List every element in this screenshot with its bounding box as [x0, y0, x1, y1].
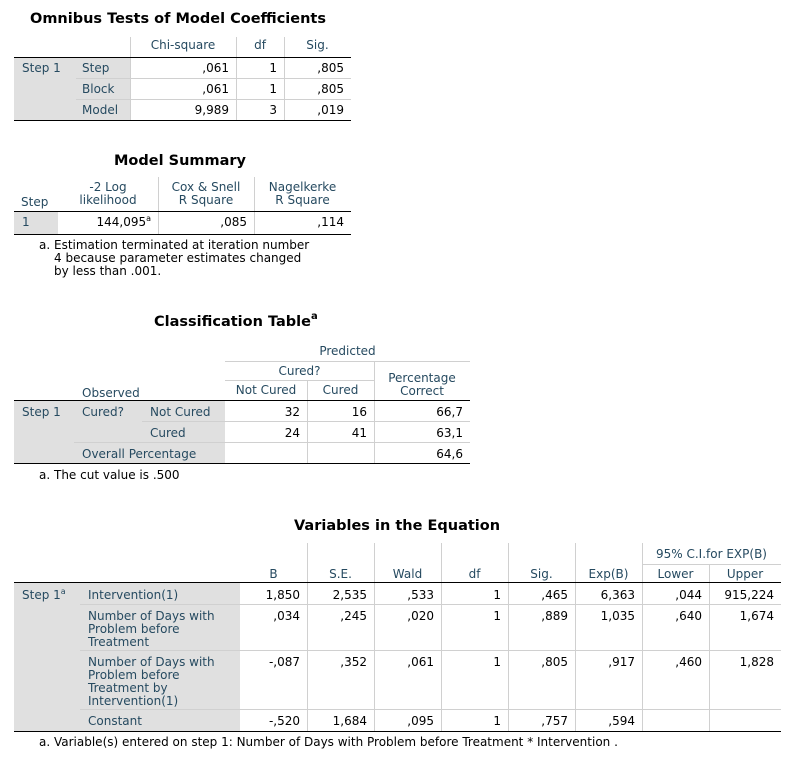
omnibus-step-label: Step 1 [14, 58, 76, 121]
vt-header-se: S.E. [329, 567, 352, 581]
omnibus-title: Omnibus Tests of Model Coefficients [30, 11, 326, 27]
vt-b-value: -,520 [268, 714, 300, 728]
ms-note-line: 4 because parameter estimates changed [54, 251, 302, 265]
ct-header-not-cured: Not Cured [235, 383, 297, 397]
classification-title-mark: a [310, 311, 318, 323]
ct-cured-q-label: Cured? [74, 401, 142, 443]
ct-pct-value: 66,7 [436, 405, 463, 419]
omnibus-row-label: Block [76, 79, 130, 100]
ms-ll-footnote-mark: a [146, 214, 151, 223]
ct-header-pct-1: Percentage [388, 371, 456, 385]
vt-sig-value: ,889 [541, 609, 568, 623]
ct-cured-value: 16 [351, 405, 367, 419]
vt-se-value: 1,684 [332, 714, 367, 728]
vt-se-value: ,245 [340, 609, 367, 623]
omnibus-chi-value: ,061 [202, 61, 229, 75]
vt-header-wald: Wald [392, 567, 423, 581]
omnibus-chi-value: ,061 [202, 82, 229, 96]
vt-df-value: 1 [493, 655, 501, 669]
omnibus-row-label: Step [76, 58, 130, 79]
vt-upper-value: 1,674 [739, 609, 774, 623]
ct-row-label: Not Cured [142, 401, 225, 422]
vt-expb-value: ,917 [608, 655, 635, 669]
vt-sig-value: ,757 [541, 714, 568, 728]
vt-df-value: 1 [493, 609, 501, 623]
omnibus-df-value: 1 [269, 61, 277, 75]
omnibus-chi-value: 9,989 [194, 103, 229, 117]
ms-header-nk-1: Nagelkerke [268, 180, 337, 194]
vt-header-sig: Sig. [530, 567, 553, 581]
vt-header-ci: 95% C.I.for EXP(B) [656, 547, 767, 561]
vt-sig-value: ,805 [541, 655, 568, 669]
ct-not-cured-value: 24 [284, 426, 300, 440]
omnibus-df-value: 3 [269, 103, 277, 117]
omnibus-sig-value: ,805 [317, 82, 344, 96]
omnibus-sig-value: ,019 [317, 103, 344, 117]
vt-b-value: 1,850 [265, 588, 300, 602]
vt-se-value: 2,535 [332, 588, 367, 602]
vt-upper-value: 915,224 [724, 588, 774, 602]
model-summary-table [14, 177, 351, 237]
omnibus-header-chi: Chi-square [150, 38, 216, 52]
ms-header-cs-2: R Square [178, 193, 234, 207]
vt-row-label: Intervention(1) [80, 583, 240, 605]
vt-lower-value: ,640 [675, 609, 702, 623]
vt-expb-value: 1,035 [600, 609, 635, 623]
vt-lower-value: ,044 [675, 588, 702, 602]
vt-row-label: Constant [80, 710, 240, 732]
ms-header-nk-2: R Square [275, 193, 330, 207]
vt-wald-value: ,061 [407, 655, 434, 669]
vt-header-b: B [269, 567, 278, 581]
vt-wald-value: ,533 [407, 588, 434, 602]
vt-wald-value: ,095 [407, 714, 434, 728]
ms-header-ll-1: -2 Log [89, 180, 127, 194]
vt-df-value: 1 [493, 588, 501, 602]
vt-step-label: Step 1$^a$ [14, 583, 80, 732]
ms-note-line: a. Estimation terminated at iteration number [39, 238, 310, 252]
ct-header-cured-q: Cured? [278, 364, 321, 378]
vt-lower-value: ,460 [675, 655, 702, 669]
vt-wald-value: ,020 [407, 609, 434, 623]
vt-row-label: Number of Days with Problem before Treatment [80, 605, 240, 651]
ms-ll-value: 144,095$^a$ [96, 214, 151, 229]
ms-step-value: 1 [14, 212, 58, 234]
ct-row-label: Cured [142, 422, 225, 443]
ms-note-line: by less than .001. [54, 264, 162, 278]
omnibus-header-sig: Sig. [306, 38, 329, 52]
classification-title: Classification Table$^a$ [154, 311, 318, 330]
omnibus-header-df: df [254, 38, 266, 52]
vt-upper-value: 1,828 [739, 655, 774, 669]
omnibus-sig-value: ,805 [317, 61, 344, 75]
ms-header-ll-2: likelihood [79, 193, 137, 207]
ct-overall-pct-value: 64,6 [436, 447, 463, 461]
vt-se-value: ,352 [340, 655, 367, 669]
model-summary-title: Model Summary [114, 153, 246, 169]
ct-header-pct-2: Correct [400, 384, 444, 398]
ms-header-cs-1: Cox & Snell [171, 180, 241, 194]
ct-not-cured-value: 32 [284, 405, 300, 419]
ct-note: a. The cut value is .500 [39, 468, 180, 482]
ct-header-observed: Observed [82, 386, 140, 400]
ct-pct-value: 63,1 [436, 426, 463, 440]
ct-header-predicted: Predicted [319, 344, 376, 358]
vt-header-lower: Lower [657, 567, 694, 581]
variables-title: Variables in the Equation [294, 518, 501, 534]
vt-header-df: df [468, 567, 481, 581]
classification-table [14, 340, 470, 465]
vt-row-label: Number of Days with Problem before Treatment by Intervention(1) [80, 651, 240, 710]
vt-b-value: -,087 [268, 655, 300, 669]
vt-step-footnote-mark: a [60, 587, 66, 596]
variables-table [14, 543, 781, 733]
vt-expb-value: 6,363 [600, 588, 635, 602]
vt-note: a. Variable(s) entered on step 1: Number of Days with Problem before Treatment * Intervention . [39, 735, 618, 749]
ms-nk-value: ,114 [317, 215, 344, 229]
vt-header-upper: Upper [726, 567, 764, 581]
vt-header-expb: Exp(B) [588, 567, 629, 581]
vt-sig-value: ,465 [541, 588, 568, 602]
ct-overall-label: Overall Percentage [74, 443, 225, 464]
ct-header-cured: Cured [322, 383, 359, 397]
vt-b-value: ,034 [273, 609, 300, 623]
omnibus-row-label: Model [76, 100, 130, 121]
omnibus-table [14, 37, 351, 122]
ct-cured-value: 41 [351, 426, 367, 440]
vt-expb-value: ,594 [608, 714, 635, 728]
ms-cs-value: ,085 [220, 215, 247, 229]
omnibus-df-value: 1 [269, 82, 277, 96]
ms-header-step: Step [21, 195, 49, 209]
vt-df-value: 1 [493, 714, 501, 728]
ct-step-label: Step 1 [14, 401, 74, 464]
